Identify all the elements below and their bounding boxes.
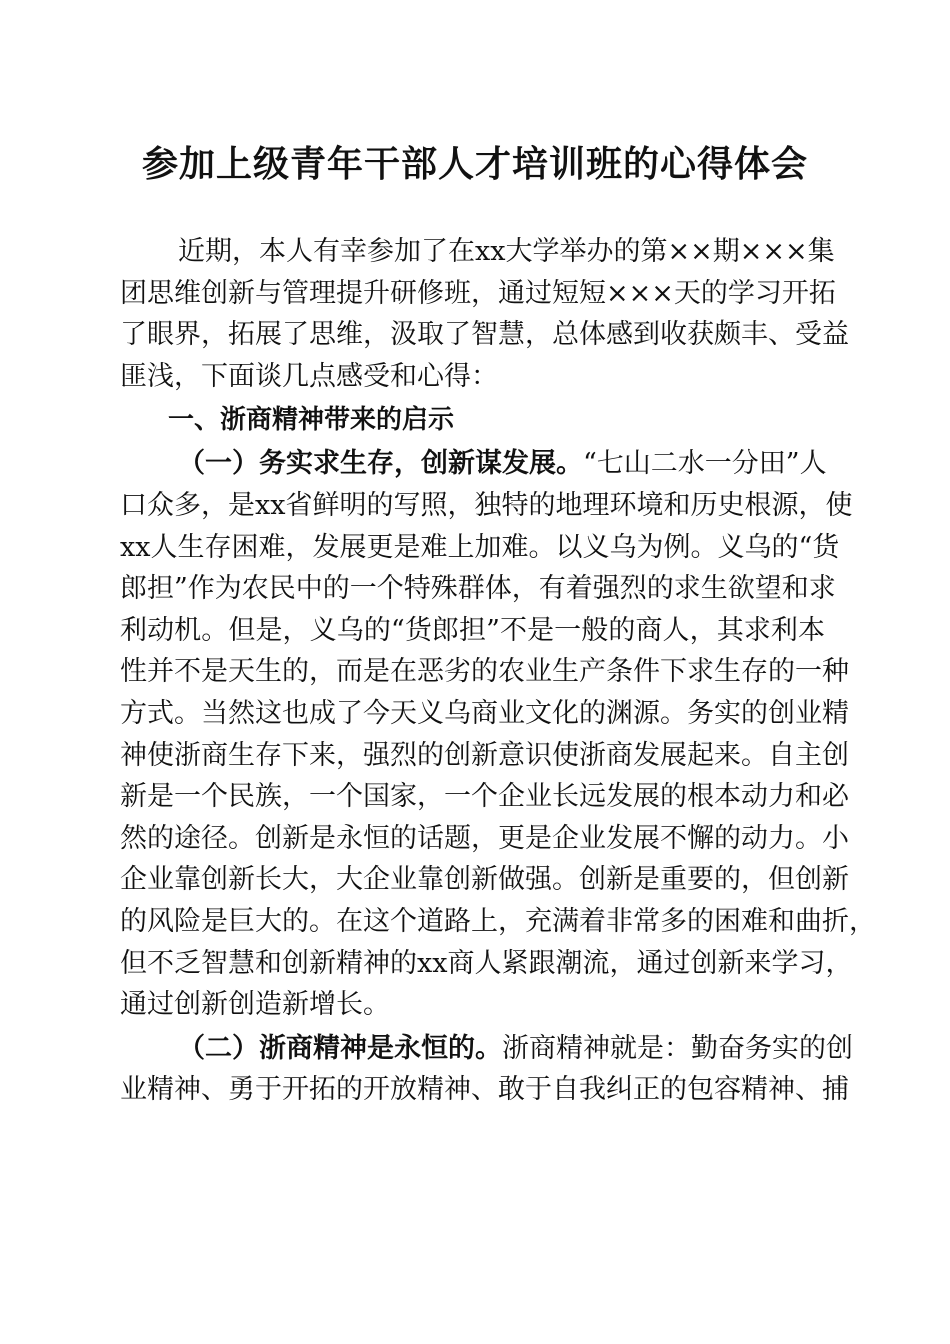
text-line	[120, 1028, 853, 1070]
text-line: 的风险是巨大的。在这个道路上，充满着非常多的困难和曲折，	[120, 905, 876, 937]
paragraph-lead: （一）务实求生存，创新谋发展。	[178, 448, 583, 480]
text-line: 新是一个民族，一个国家，一个企业长远发展的根本动力和必	[120, 781, 849, 813]
text-line: 然的途径。创新是永恒的话题，更是企业发展不懈的动力。小	[120, 822, 849, 854]
text-line: 企业靠创新长大，大企业靠创新做强。创新是重要的，但创新	[120, 864, 849, 896]
text-line: 通过创新创造新增长。	[120, 989, 390, 1021]
text-line: 口众多，是xx省鲜明的写照，独特的地理环境和历史根源，使	[120, 489, 853, 521]
text-line: 利动机。但是，义乌的“货郎担”不是一般的商人，其求利本	[120, 614, 825, 646]
text-line: 匪浅，下面谈几点感受和心得：	[120, 360, 498, 392]
text-line: 但不乏智慧和创新精神的xx商人紧跟潮流，通过创新来学习，	[120, 947, 853, 979]
paragraph-1	[120, 443, 876, 1025]
text-line: 方式。当然这也成了今天义乌商业文化的渊源。务实的创业精	[120, 697, 849, 729]
text-span: 浙商精神就是：勤奋务实的创	[502, 1032, 853, 1064]
paragraph-2	[120, 1028, 853, 1111]
text-line: 性并不是天生的，而是在恶劣的农业生产条件下求生存的一种	[120, 656, 849, 688]
text-span: “七山二水一分田”人	[583, 448, 827, 480]
text-line	[120, 443, 825, 485]
text-line: 业精神、勇于开拓的开放精神、敢于自我纠正的包容精神、捕	[120, 1074, 849, 1106]
document-title: 参加上级青年干部人才培训班的心得体会	[141, 143, 808, 185]
intro-paragraph	[120, 231, 849, 397]
text-line: 郎担”作为农民中的一个特殊群体，有着强烈的求生欲望和求	[120, 573, 836, 605]
text-line: 了眼界，拓展了思维，汲取了智慧，总体感到收获颇丰、受益	[120, 319, 849, 351]
text-line: 神使浙商生存下来，强烈的创新意识使浙商发展起来。自主创	[120, 739, 849, 771]
document-body	[120, 231, 876, 1111]
text-line: 团思维创新与管理提升研修班，通过短短×××天的学习开拓	[120, 277, 836, 309]
paragraph-lead: （二）浙商精神是永恒的。	[178, 1032, 502, 1064]
text-line: 近期，本人有幸参加了在xx大学举办的第××期×××集	[178, 236, 835, 267]
text-line: xx人生存困难，发展更是难上加难。以义乌为例。义乌的“货	[120, 531, 840, 563]
section-heading: 一、浙商精神带来的启示	[168, 405, 455, 436]
